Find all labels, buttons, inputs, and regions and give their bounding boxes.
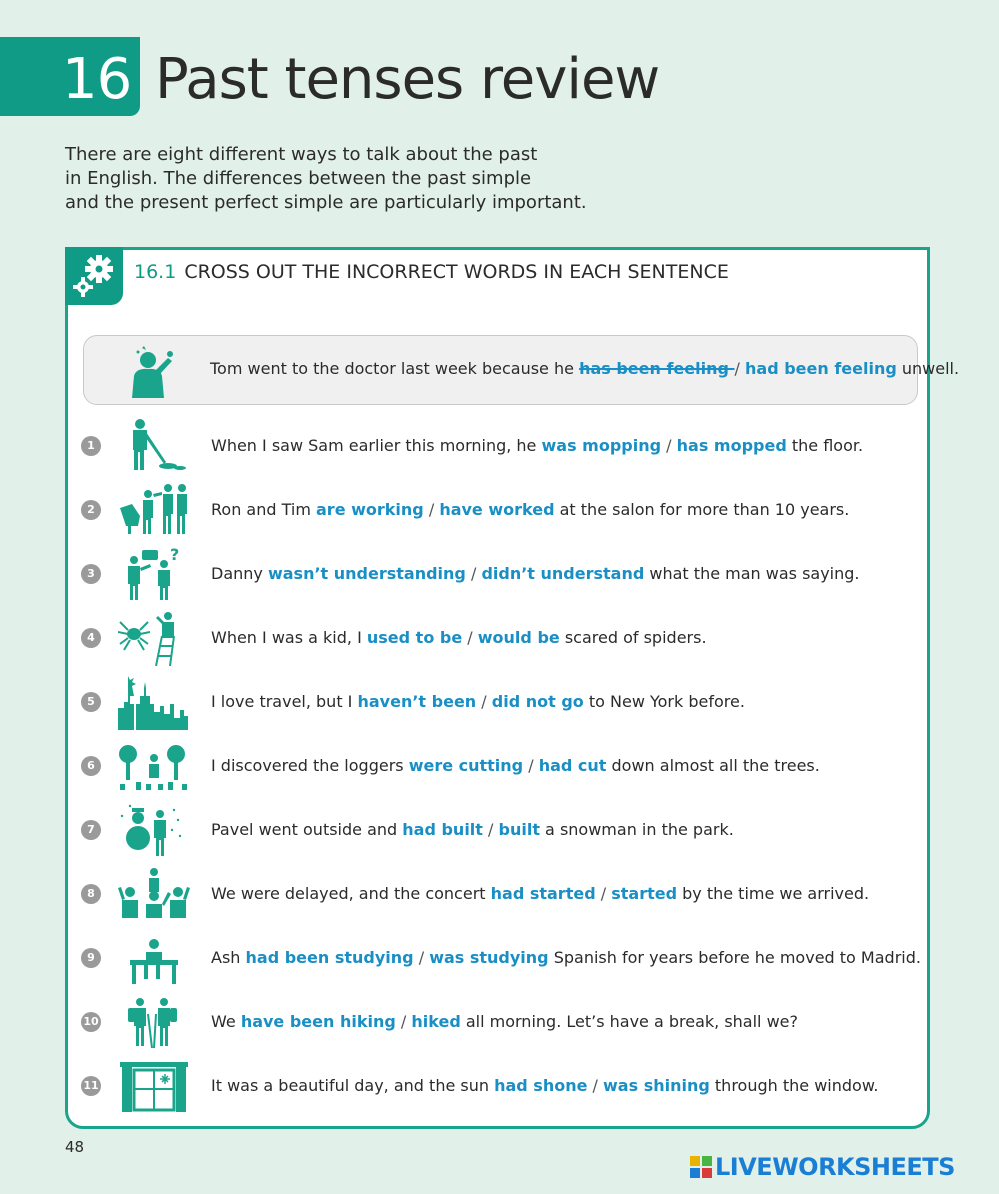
- option-1[interactable]: had shone: [494, 1076, 588, 1095]
- item-number: 6: [81, 756, 101, 776]
- option-separator: /: [476, 692, 492, 711]
- option-2[interactable]: built: [498, 820, 540, 839]
- sentence-text: Danny: [211, 564, 268, 583]
- exercise-item: [68, 1058, 928, 1114]
- page-number: 48: [65, 1138, 85, 1156]
- sentence-text: I discovered the loggers: [211, 756, 409, 775]
- unit-title: Past tenses review: [155, 47, 660, 112]
- sentence-text: the floor.: [786, 436, 864, 455]
- item-sentence: [211, 820, 734, 840]
- item-sentence: [211, 948, 921, 968]
- option-1[interactable]: used to be: [366, 628, 463, 647]
- sentence-text: Tom went to the doctor last week because he: [210, 359, 580, 378]
- exercise-item: [68, 674, 928, 730]
- option-separator: /: [413, 948, 430, 967]
- gear-icon: [69, 251, 119, 301]
- option-1[interactable]: had been studying: [245, 948, 414, 967]
- intro-text: [65, 143, 585, 215]
- sentence-text: Pavel went outside and: [211, 820, 403, 839]
- hair-salon-icon: [118, 482, 194, 538]
- item-number: 7: [81, 820, 101, 840]
- tree-stumps-icon: [118, 738, 190, 794]
- item-sentence: [211, 628, 707, 648]
- sick-person-icon: [124, 344, 184, 398]
- exercise-item: [68, 738, 928, 794]
- item-number: 8: [81, 884, 101, 904]
- option-separator: /: [423, 500, 440, 519]
- option-2[interactable]: hiked: [411, 1012, 461, 1031]
- new-york-skyline-icon: [118, 674, 190, 730]
- exercise-item: [68, 802, 928, 858]
- intro-line: and the present perfect simple are particularly important.: [65, 192, 587, 213]
- exercise-item: [68, 930, 928, 986]
- studying-desk-icon: [118, 930, 190, 986]
- sentence-text: When I was a kid, I: [211, 628, 367, 647]
- exercise-panel: [65, 247, 960, 1129]
- sentence-text: at the salon for more than 10 years.: [554, 500, 850, 519]
- sentence-text: We: [211, 1012, 241, 1031]
- sentence-text: all morning. Let’s have a break, shall we?: [460, 1012, 798, 1031]
- option-1[interactable]: had built: [402, 820, 483, 839]
- item-number: 11: [81, 1076, 101, 1096]
- option-separator: /: [523, 756, 539, 775]
- item-number: 1: [81, 436, 101, 456]
- brand-logo[interactable]: [690, 1153, 955, 1181]
- example-box: [83, 335, 960, 405]
- item-sentence: [211, 756, 820, 776]
- exercise-number: 16.1: [134, 261, 177, 283]
- exercise-item: [68, 866, 928, 922]
- option-2[interactable]: would be: [477, 628, 560, 647]
- option-2[interactable]: has mopped: [676, 436, 787, 455]
- option-separator: /: [734, 359, 745, 378]
- brand-name: LIVEWORKSHEETS: [715, 1153, 955, 1181]
- sentence-text: by the time we arrived.: [677, 884, 870, 903]
- option-2[interactable]: started: [611, 884, 678, 903]
- option-1[interactable]: haven’t been: [357, 692, 477, 711]
- sentence-text: to New York before.: [583, 692, 745, 711]
- sentence-text: When I saw Sam earlier this morning, he: [211, 436, 542, 455]
- item-number: 9: [81, 948, 101, 968]
- option-2[interactable]: had cut: [538, 756, 607, 775]
- spider-ladder-icon: [118, 610, 190, 666]
- option-separator: /: [482, 820, 499, 839]
- option-separator: /: [595, 884, 612, 903]
- option-separator: /: [465, 564, 482, 583]
- sentence-text: Ron and Tim: [211, 500, 316, 519]
- option-1[interactable]: are working: [316, 500, 424, 519]
- sentence-text: down almost all the trees.: [606, 756, 820, 775]
- item-sentence: [211, 1076, 879, 1096]
- option-separator: /: [395, 1012, 412, 1031]
- item-number: 2: [81, 500, 101, 520]
- exercise-instruction: CROSS OUT THE INCORRECT WORDS IN EACH SENTENCE: [184, 261, 729, 283]
- item-sentence: [211, 692, 745, 712]
- exercise-item: [68, 994, 928, 1050]
- sentence-text: through the window.: [709, 1076, 879, 1095]
- option-1[interactable]: was mopping: [541, 436, 662, 455]
- option-separator: /: [661, 436, 677, 455]
- confused-conversation-icon: [118, 546, 190, 602]
- svg-text:?: ?: [170, 546, 180, 564]
- sentence-text: a snowman in the park.: [539, 820, 734, 839]
- mopping-person-icon: [118, 418, 190, 474]
- example-correct-option: had been feeling: [745, 359, 897, 378]
- sentence-text: I love travel, but I: [211, 692, 358, 711]
- item-sentence: [211, 884, 869, 904]
- option-2[interactable]: have worked: [439, 500, 555, 519]
- item-number: 3: [81, 564, 101, 584]
- snowman-icon: [118, 802, 190, 858]
- item-number: 4: [81, 628, 101, 648]
- exercise-item: [68, 610, 928, 666]
- intro-line: There are eight different ways to talk about the past: [65, 144, 538, 165]
- intro-line: in English. The differences between the past simple: [65, 168, 532, 189]
- hikers-icon: [118, 994, 190, 1050]
- example-sentence: [210, 359, 959, 379]
- item-sentence: [211, 1012, 798, 1032]
- option-1[interactable]: have been hiking: [240, 1012, 396, 1031]
- exercise-item: [68, 546, 928, 602]
- brand-grid-icon: [690, 1156, 712, 1178]
- example-crossed-option: has been feeling: [579, 359, 735, 378]
- option-2[interactable]: didn’t understand: [481, 564, 645, 583]
- item-number: 10: [81, 1012, 101, 1032]
- window-sun-icon: [118, 1058, 190, 1114]
- concert-crowd-icon: [118, 866, 190, 922]
- sentence-text: It was a beautiful day, and the sun: [211, 1076, 495, 1095]
- exercise-badge: [65, 247, 123, 305]
- item-sentence: [211, 436, 863, 456]
- item-sentence: [211, 500, 849, 520]
- option-2[interactable]: did not go: [491, 692, 584, 711]
- exercise-heading: [134, 260, 729, 284]
- option-1[interactable]: had started: [490, 884, 596, 903]
- option-2[interactable]: was shining: [603, 1076, 710, 1095]
- sentence-text: We were delayed, and the concert: [211, 884, 491, 903]
- option-1[interactable]: wasn’t understanding: [267, 564, 466, 583]
- sentence-text: Ash: [211, 948, 246, 967]
- exercise-item: [68, 482, 928, 538]
- exercise-item: [68, 418, 928, 474]
- sentence-text: unwell.: [896, 359, 960, 378]
- unit-number: 16: [62, 47, 132, 112]
- sentence-text: scared of spiders.: [559, 628, 707, 647]
- item-sentence: [211, 564, 860, 584]
- sentence-text: what the man was saying.: [644, 564, 860, 583]
- option-1[interactable]: were cutting: [408, 756, 524, 775]
- sentence-text: Spanish for years before he moved to Madrid.: [548, 948, 921, 967]
- option-separator: /: [462, 628, 478, 647]
- option-2[interactable]: was studying: [429, 948, 549, 967]
- item-number: 5: [81, 692, 101, 712]
- option-separator: /: [587, 1076, 604, 1095]
